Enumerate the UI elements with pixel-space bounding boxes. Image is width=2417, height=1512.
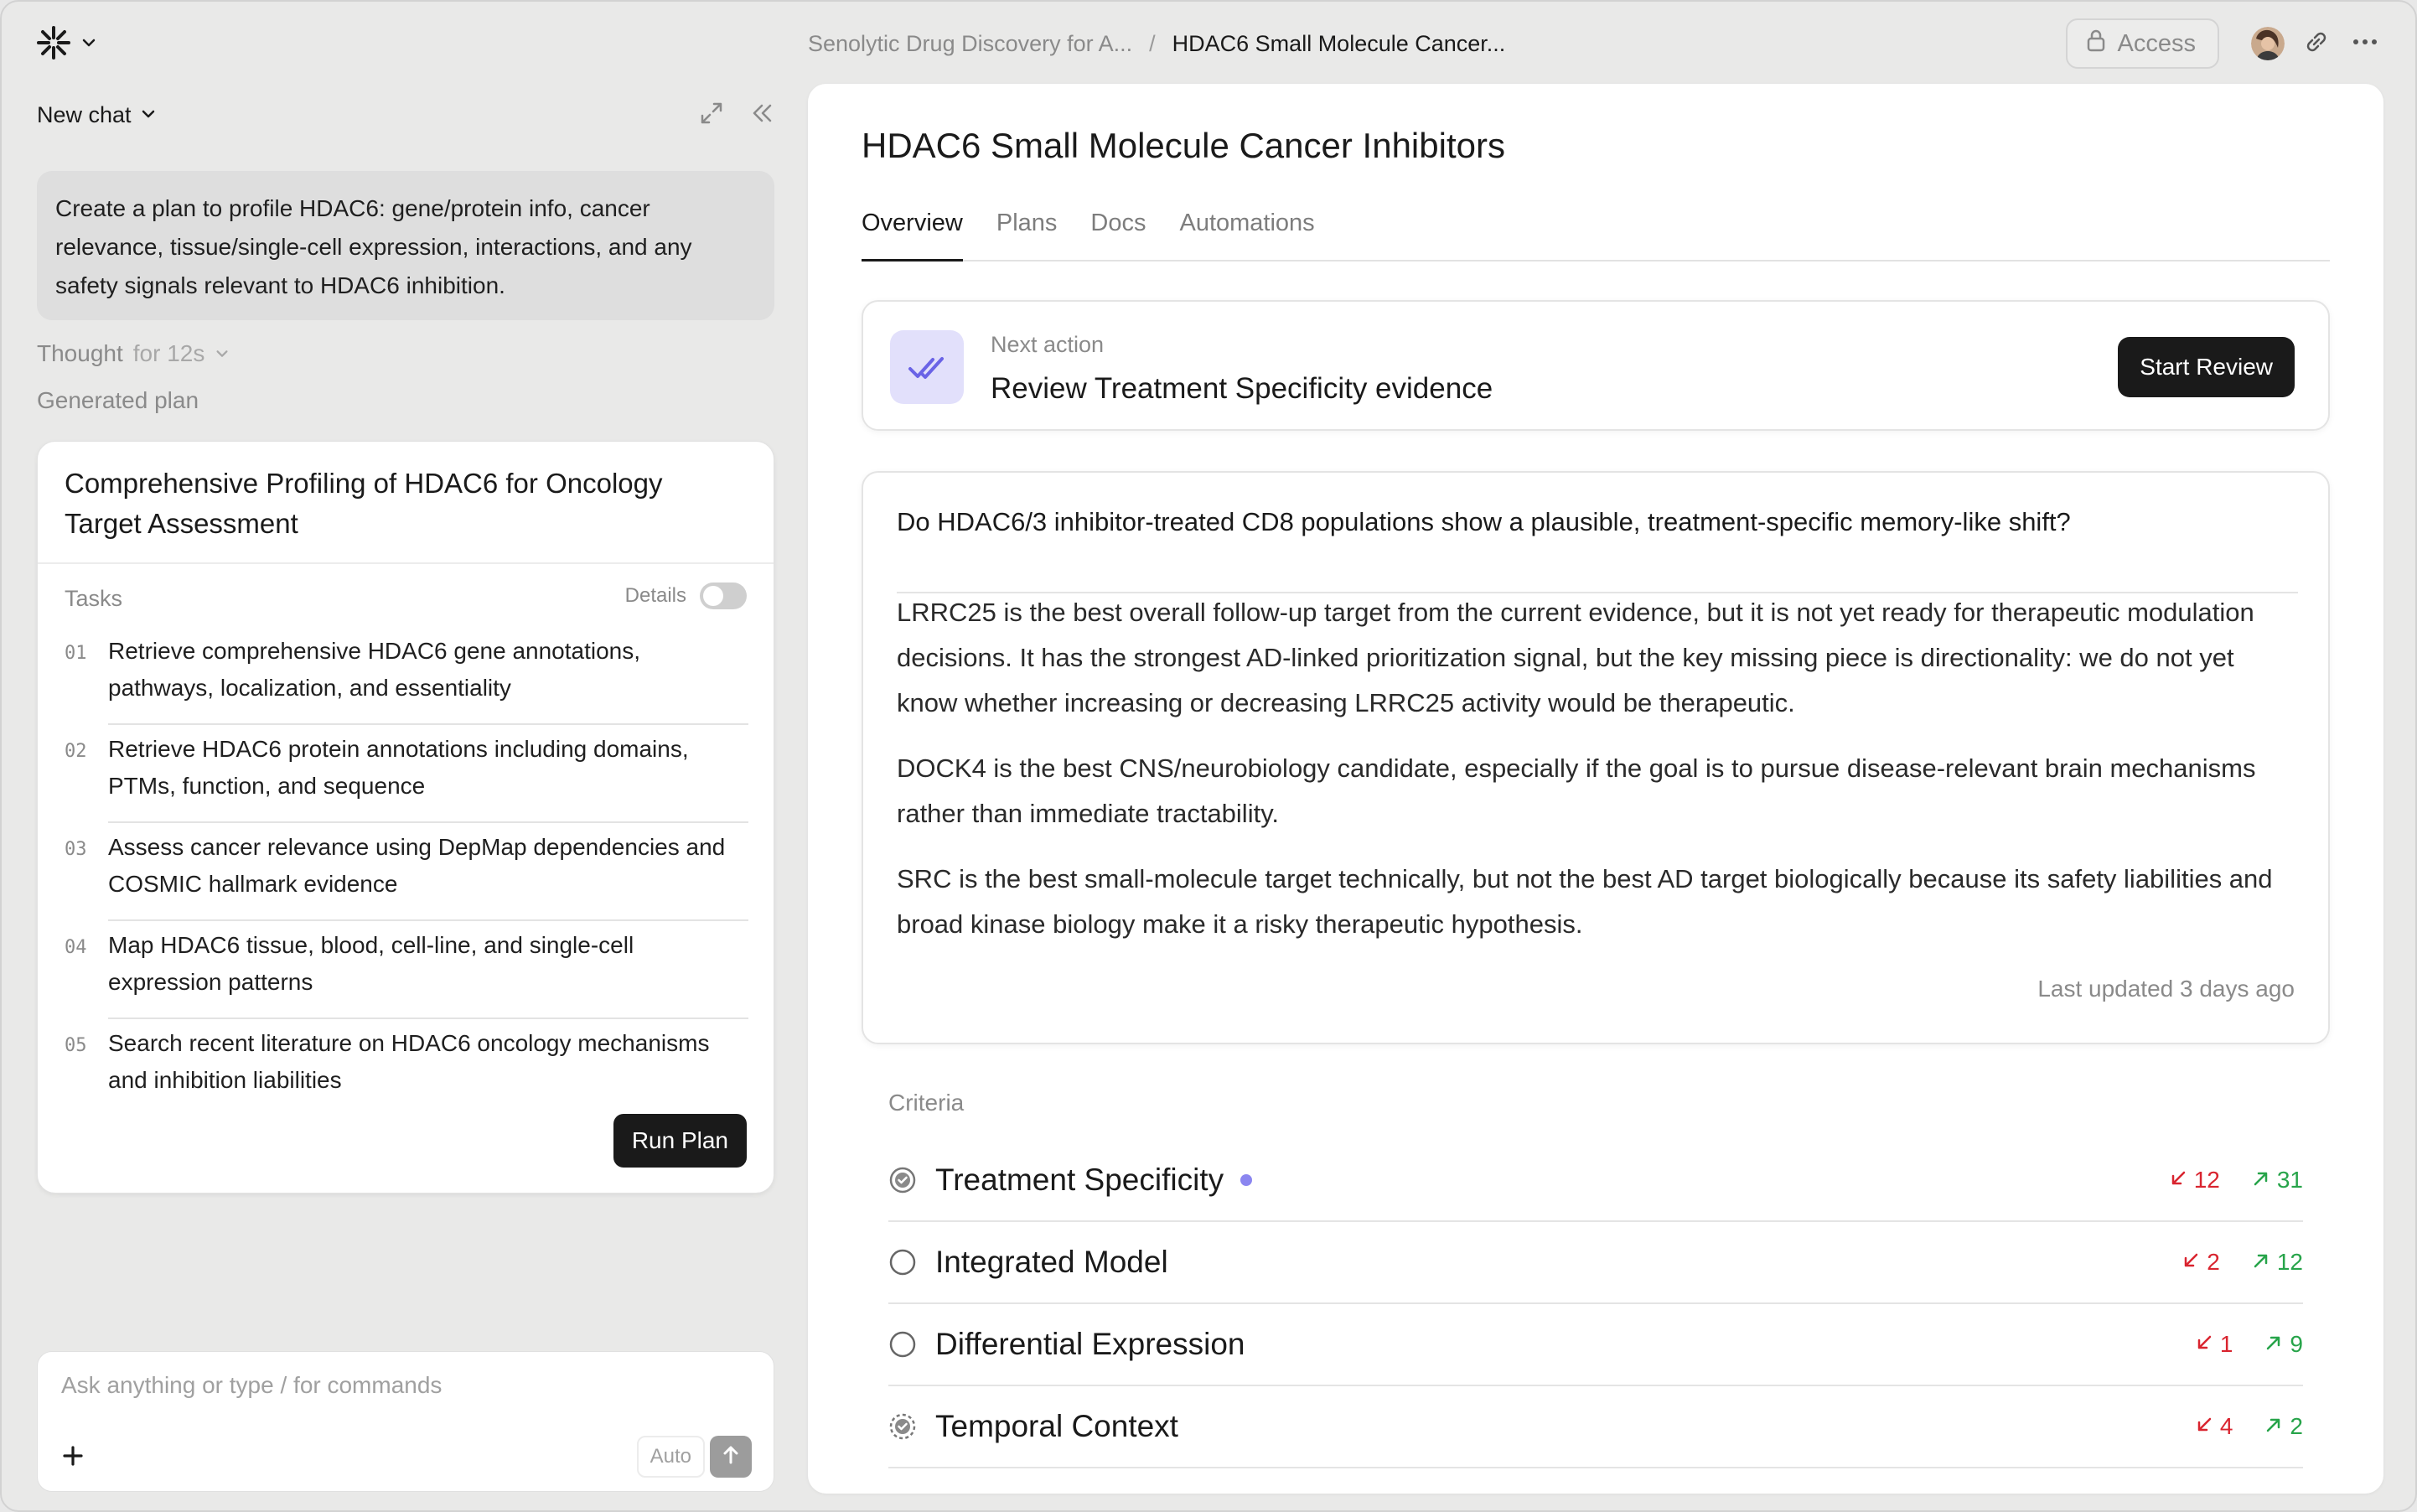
chat-input[interactable]: Ask anything or type / for commands	[61, 1372, 443, 1398]
tasks-label: Tasks	[65, 586, 123, 611]
plan-title: Comprehensive Profiling of HDAC6 for Oncology Target Assessment	[65, 468, 663, 539]
stat-against	[2195, 1331, 2233, 1358]
workspace-switcher[interactable]	[35, 25, 97, 64]
criteria-row-differential-expression[interactable]	[888, 1304, 2303, 1386]
plus-icon[interactable]	[60, 1442, 86, 1469]
criteria-name: Treatment Specificity	[935, 1162, 1224, 1197]
evidence-paragraph: LRRC25 is the best overall follow-up target from the current evidence, but it is not yet ready for therapeutic modulation decisions. It has the strongest AD-linked prioritization signal, but the key missing piece is directionality: we do not yet know whether increasing or decreasing LRRC25 activity would be therapeutic.	[897, 598, 2254, 717]
expand-icon[interactable]	[699, 101, 724, 130]
evidence-question: Do HDAC6/3 inhibitor-treated CD8 populations show a plausible, treatment-specific memory-like shift?	[897, 501, 2298, 593]
stat-for-value: 31	[2276, 1167, 2303, 1193]
task-item	[65, 1023, 748, 1121]
empty-circle-icon	[888, 1248, 917, 1276]
chat-selector[interactable]	[37, 102, 157, 128]
check-circle-icon	[888, 1166, 917, 1194]
last-updated: Last updated 3 days ago	[2037, 976, 2295, 1002]
task-number: 01	[65, 643, 87, 664]
access-button[interactable]	[2066, 18, 2219, 69]
collapse-sidebar-icon[interactable]	[749, 101, 774, 130]
run-plan-button[interactable]: Run Plan	[613, 1114, 747, 1168]
arrow-down-left-icon	[2195, 1331, 2213, 1358]
thought-label: Thought	[37, 340, 123, 366]
criteria-stats	[2182, 1249, 2303, 1276]
new-indicator-dot	[1240, 1174, 1252, 1186]
stat-against-value: 4	[2219, 1413, 2233, 1439]
tab-overview[interactable]: Overview	[862, 203, 963, 261]
task-text: Retrieve comprehensive HDAC6 gene annotations, pathways, localization, and essentiality	[108, 633, 748, 725]
breadcrumb-parent[interactable]: Senolytic Drug Discovery for A...	[808, 30, 1133, 56]
stat-against-value: 12	[2193, 1167, 2220, 1193]
lock-icon	[2086, 28, 2106, 59]
task-item	[65, 827, 748, 925]
task-number: 04	[65, 937, 87, 958]
arrow-up-right-icon	[2264, 1413, 2283, 1440]
arrow-up-right-icon	[2264, 1331, 2283, 1358]
task-number: 02	[65, 741, 87, 762]
task-item	[65, 631, 748, 729]
user-message: Create a plan to profile HDAC6: gene/protein info, cancer relevance, tissue/single-cell expression, interactions, and any safety signals relevant to HDAC6 inhibition.	[37, 171, 774, 320]
tab-docs[interactable]: Docs	[1090, 210, 1146, 236]
criteria-row-integrated-model[interactable]	[888, 1222, 2303, 1304]
chat-title: New chat	[37, 101, 132, 127]
thought-duration: for 12s	[132, 340, 205, 366]
more-horizontal-icon	[2351, 28, 2379, 60]
logo-icon	[35, 24, 72, 65]
criteria-name: Differential Expression	[935, 1327, 1245, 1361]
stat-against	[2169, 1167, 2220, 1194]
thought-toggle[interactable]	[37, 340, 230, 367]
breadcrumb	[808, 27, 1505, 60]
access-label: Access	[2117, 29, 2196, 57]
stat-for-value: 12	[2276, 1249, 2303, 1275]
task-number: 05	[65, 1035, 87, 1056]
chat-header	[37, 97, 774, 132]
divider	[38, 562, 774, 564]
task-item	[65, 925, 748, 1023]
criteria-name: Integrated Model	[935, 1245, 1168, 1279]
tab-automations[interactable]: Automations	[1179, 210, 1315, 236]
stat-for-value: 9	[2290, 1331, 2303, 1357]
page-title: HDAC6 Small Molecule Cancer Inhibitors	[862, 126, 1505, 165]
link-icon	[2302, 28, 2331, 60]
evidence-body	[897, 590, 2298, 967]
send-button[interactable]	[710, 1436, 752, 1478]
criteria-stats	[2169, 1167, 2303, 1194]
chevron-down-icon	[215, 340, 230, 367]
task-item	[65, 729, 748, 827]
next-action-title: Review Treatment Specificity evidence	[991, 372, 1493, 405]
criteria-stats	[2195, 1413, 2303, 1440]
chevron-down-icon	[140, 102, 157, 128]
details-switch[interactable]	[700, 583, 747, 609]
in-progress-circle-icon	[888, 1412, 917, 1441]
stat-against-value: 2	[2207, 1249, 2220, 1275]
criteria-row-treatment-specificity[interactable]	[888, 1140, 2303, 1222]
arrow-up-right-icon	[2252, 1167, 2270, 1194]
plan-card	[37, 441, 774, 1194]
avatar[interactable]	[2251, 27, 2285, 60]
criteria-row-temporal-context[interactable]	[888, 1386, 2303, 1468]
evidence-paragraph: SRC is the best small-molecule target technically, but not the best AD target biologically because its safety liabilities and broad kinase biology make it a risky therapeutic hypothesis.	[897, 864, 2273, 939]
next-action-card	[862, 300, 2330, 431]
empty-circle-icon	[888, 1330, 917, 1359]
stat-against-value: 1	[2219, 1331, 2233, 1357]
next-action-label: Next action	[991, 332, 1105, 357]
arrow-up-right-icon	[2252, 1249, 2270, 1276]
arrow-down-left-icon	[2195, 1413, 2213, 1440]
details-label: Details	[624, 584, 686, 607]
stat-for	[2252, 1167, 2303, 1194]
breadcrumb-separator: /	[1149, 30, 1156, 56]
task-text: Assess cancer relevance using DepMap dependencies and COSMIC hallmark evidence	[108, 829, 748, 921]
task-text: Retrieve HDAC6 protein annotations including domains, PTMs, function, and sequence	[108, 731, 748, 823]
stat-for	[2264, 1331, 2303, 1358]
task-text: Search recent literature on HDAC6 oncology mechanisms and inhibition liabilities	[108, 1030, 710, 1093]
stat-against	[2182, 1249, 2220, 1276]
generated-plan-label: Generated plan	[37, 387, 199, 413]
evidence-paragraph: DOCK4 is the best CNS/neurobiology candidate, especially if the goal is to pursue disease-relevant brain mechanisms rather than immediate tractability.	[897, 753, 2256, 828]
criteria-stats	[2195, 1331, 2303, 1358]
breadcrumb-current[interactable]: HDAC6 Small Molecule Cancer...	[1172, 30, 1506, 56]
stat-against	[2195, 1413, 2233, 1440]
tab-bar	[862, 203, 2330, 261]
arrow-up-icon	[719, 1443, 743, 1471]
evidence-card	[862, 471, 2330, 1044]
stat-for	[2252, 1249, 2303, 1276]
tab-plans[interactable]: Plans	[996, 210, 1058, 236]
start-review-button[interactable]: Start Review	[2118, 337, 2295, 397]
criteria-list	[888, 1140, 2303, 1468]
task-number: 03	[65, 839, 87, 860]
chevron-down-icon	[80, 34, 97, 55]
stat-for	[2264, 1413, 2303, 1440]
criteria-name: Temporal Context	[935, 1409, 1178, 1443]
share-link-button[interactable]	[2300, 27, 2333, 60]
main-panel	[808, 84, 2383, 1494]
arrow-down-left-icon	[2182, 1249, 2200, 1276]
double-check-icon	[890, 330, 964, 404]
mode-selector[interactable]: Auto	[637, 1436, 705, 1478]
arrow-down-left-icon	[2169, 1167, 2187, 1194]
chat-input-box	[37, 1351, 774, 1492]
details-toggle[interactable]	[625, 583, 747, 609]
task-text: Map HDAC6 tissue, blood, cell-line, and single-cell expression patterns	[108, 927, 748, 1019]
task-list	[65, 631, 748, 1121]
stat-for-value: 2	[2290, 1413, 2303, 1439]
topbar-actions	[2066, 17, 2382, 70]
criteria-label: Criteria	[888, 1090, 965, 1116]
more-options-button[interactable]	[2348, 27, 2382, 60]
